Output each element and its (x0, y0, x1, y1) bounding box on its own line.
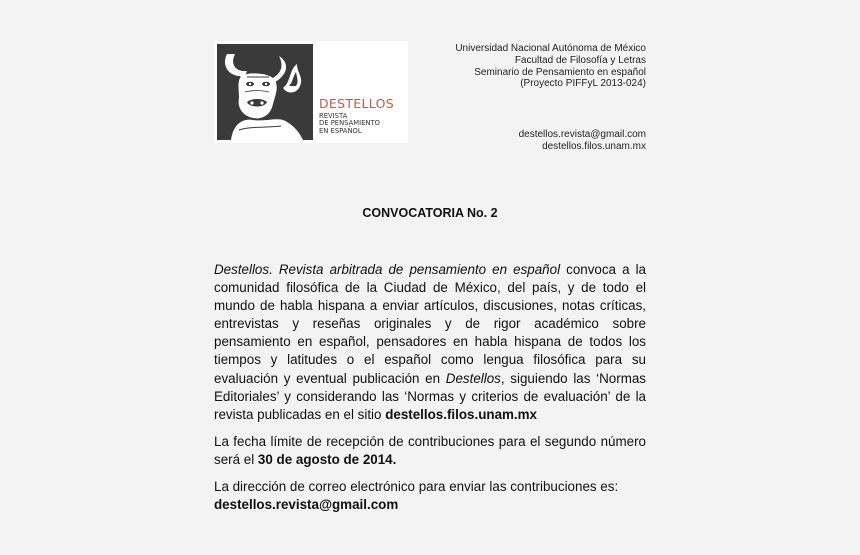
paragraph-text: , siguiendo las ‘Normas Editoriales’ y considerando las ‘Normas y criterios de evaluación’ de la revista publicadas en el sitio (214, 370, 646, 422)
university-name: Universidad Nacional Autónoma de México (455, 43, 646, 54)
logo-subtitle-line: DE PENSAMIENTO (319, 119, 381, 128)
call-body (214, 261, 646, 523)
deadline-date: 30 de agosto de 2014. (257, 451, 397, 467)
call-paragraph (214, 261, 646, 424)
project-code: (Proyecto PIFFyL 2013-024) (520, 78, 646, 90)
journal-short-name: Destellos (445, 370, 501, 386)
paragraph-text: La dirección de correo electrónico para enviar las contribuciones es: (214, 479, 619, 495)
seminar-name: Seminario de Pensamiento en español (474, 66, 646, 78)
contact-email[interactable]: destellos.revista@gmail.com (518, 129, 646, 140)
faculty-name: Facultad de Filosofía y Letras (514, 54, 646, 66)
bull-illustration (217, 44, 313, 140)
paragraph-text: La fecha límite de recepción de contribuciones para el segundo número será el (214, 433, 646, 467)
site-link[interactable]: destellos.filos.unam.mx (385, 406, 538, 422)
page-title: CONVOCATORIA No. 2 (362, 206, 498, 220)
logo-subtitle-line: REVISTA (319, 112, 348, 120)
submission-email[interactable]: destellos.revista@gmail.com (214, 497, 399, 513)
journal-name: Destellos. Revista arbitrada de pensamiento en español (214, 262, 561, 277)
deadline-paragraph (214, 433, 646, 469)
journal-logo (214, 41, 408, 143)
contact-site[interactable]: destellos.filos.unam.mx (542, 140, 646, 152)
contact-block (519, 129, 646, 153)
logo-title: DESTELLOS (319, 96, 394, 111)
email-paragraph (214, 478, 646, 514)
institution-block (455, 43, 646, 90)
logo-subtitle-line: EN ESPAÑOL (319, 126, 362, 135)
paragraph-text: convoca a la comunidad filosófica de la Ciudad de México, del país, y de todo el mundo de habla hispana a enviar artículos, discusiones, notas críticas, entrevistas y reseñas originales y de rigor académico sobre pensamiento en español, pensadores en habla hispana de todos los tiempos y latitudes o el español como lengua filosófica para su evaluación y eventual publicación en (214, 262, 646, 386)
logo-subtitle (319, 113, 380, 135)
